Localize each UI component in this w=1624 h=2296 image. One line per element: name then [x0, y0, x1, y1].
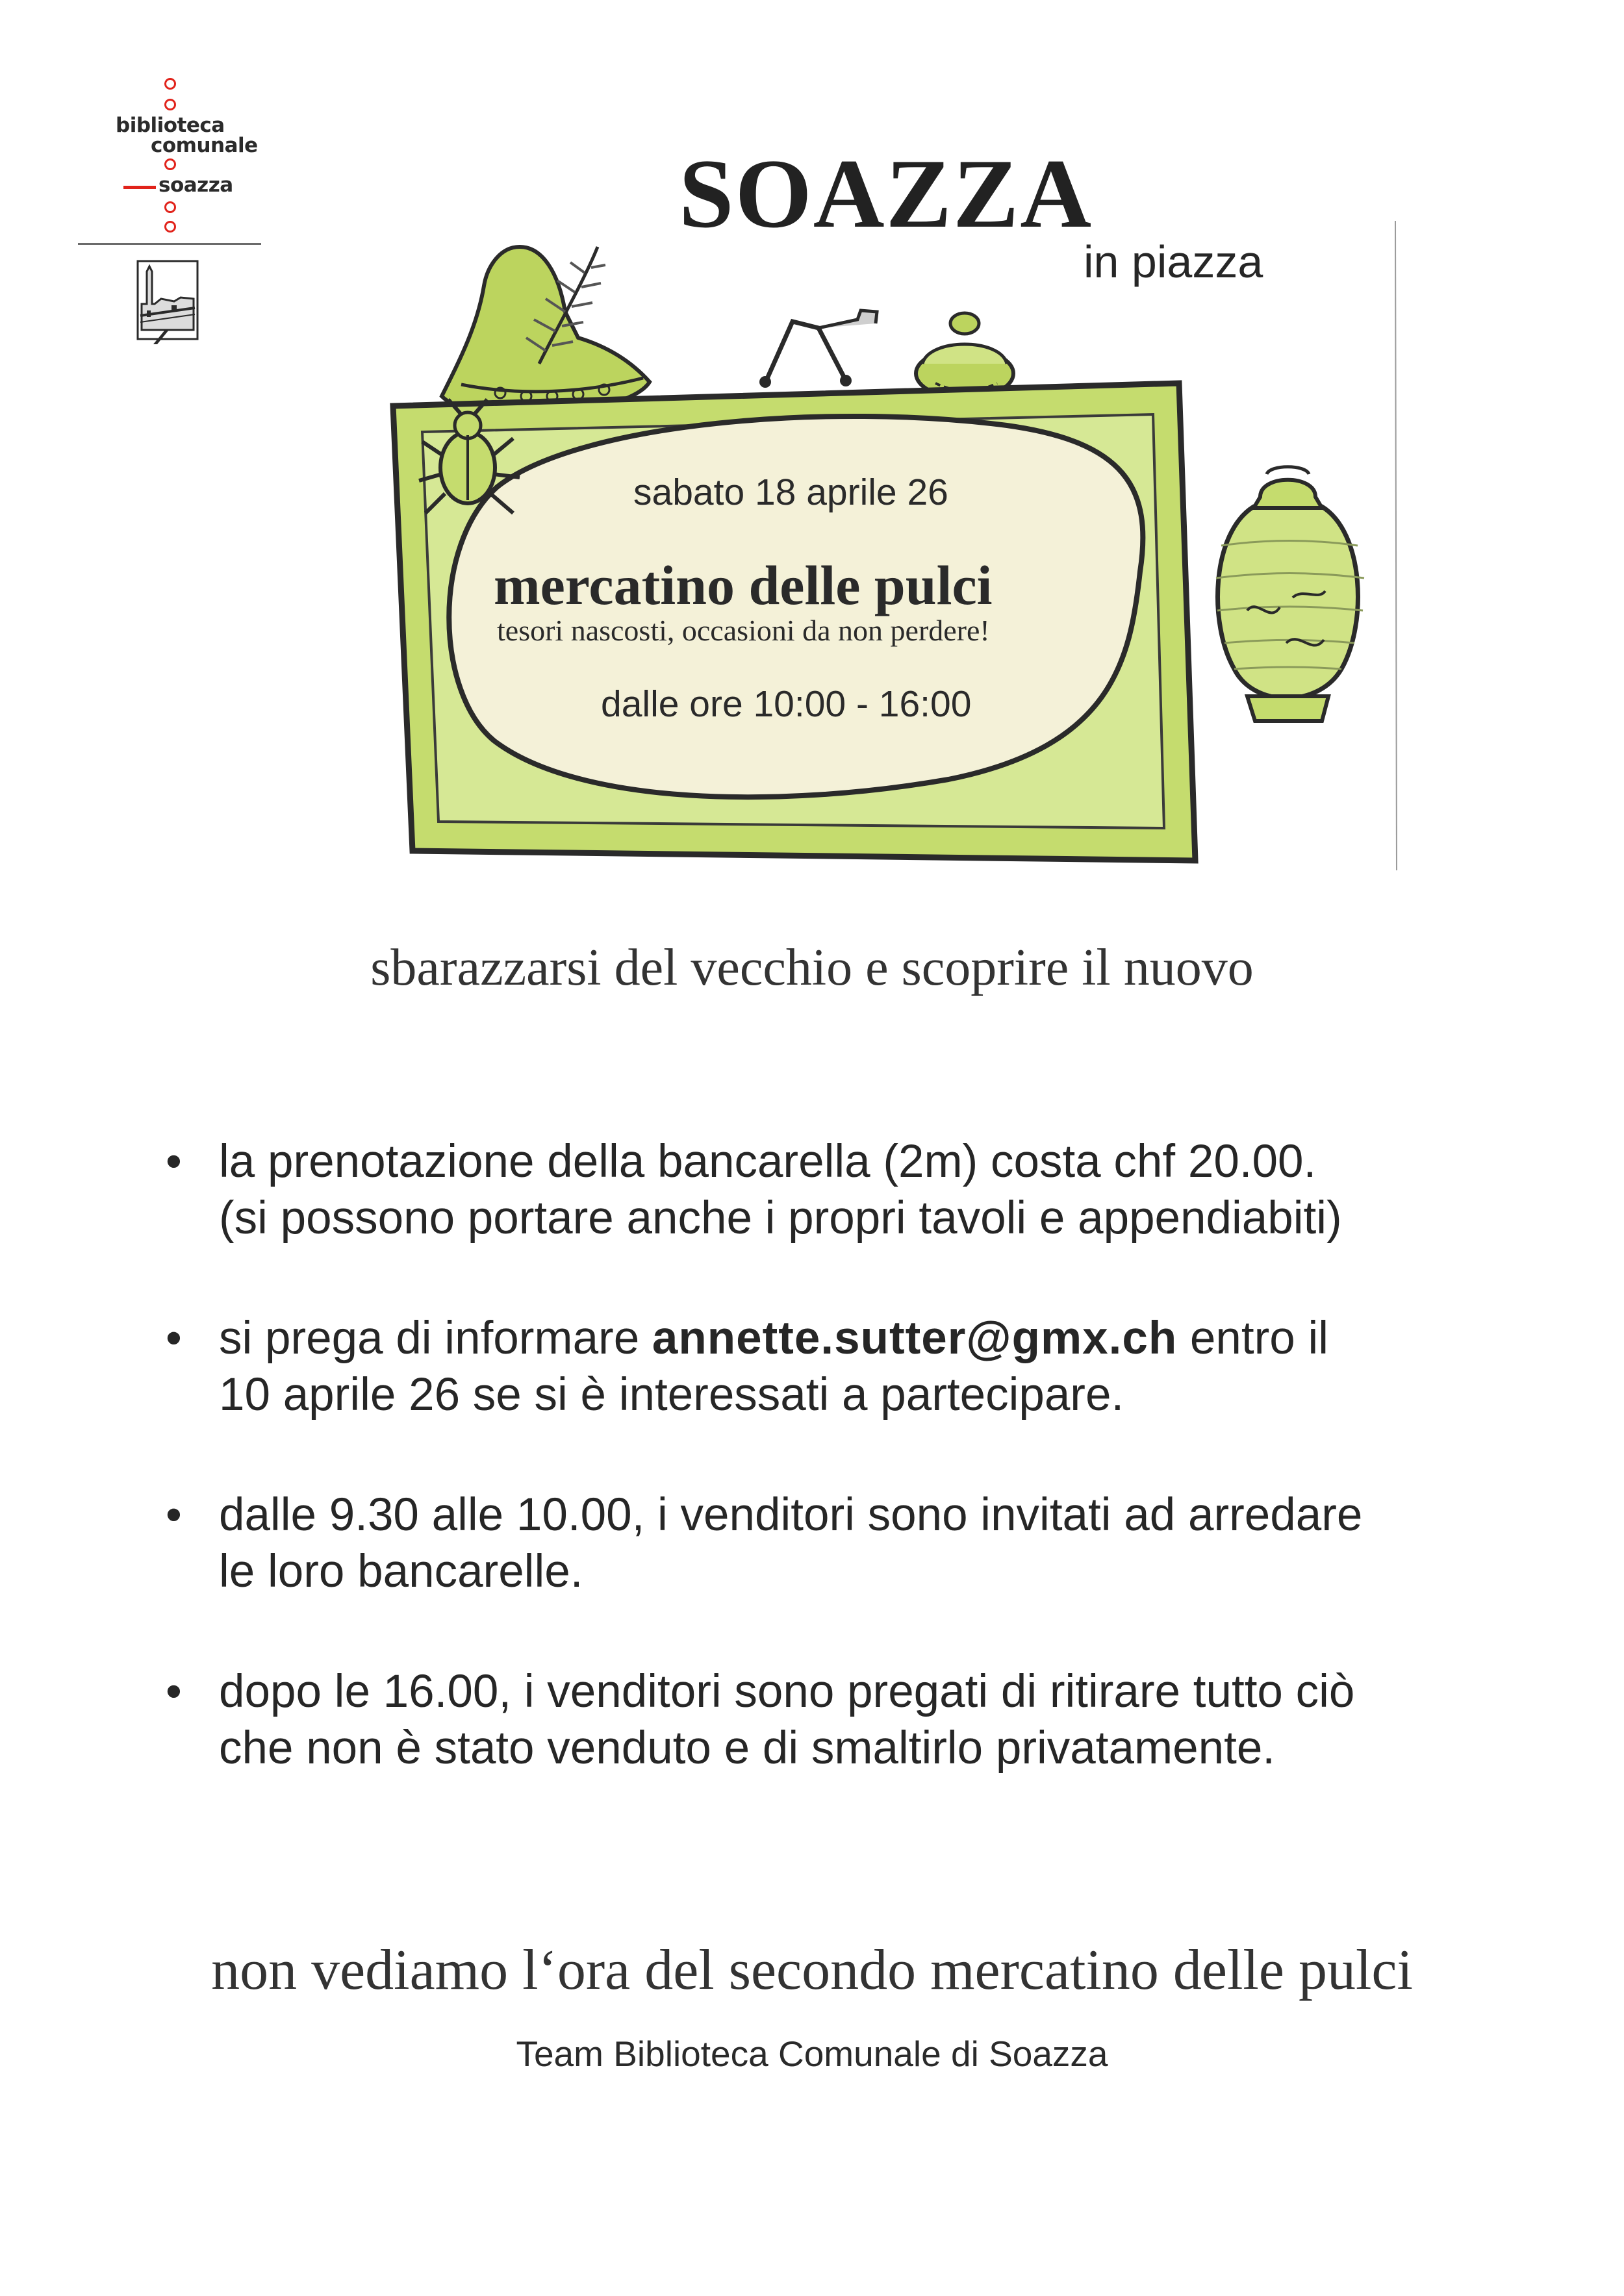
- bullet-line: [219, 1310, 1530, 1367]
- logo-text: biblioteca: [116, 114, 225, 137]
- bullet-line: 10 aprile 26 se si è interessati a partecipare.: [219, 1369, 1124, 1420]
- event-date: sabato 18 aprile 26: [633, 472, 948, 513]
- logo-dot: [164, 78, 176, 90]
- bullet-text: si prega di informare: [219, 1313, 652, 1364]
- list-item: [166, 1133, 1530, 1246]
- pot-icon: [916, 313, 1013, 398]
- event-name: mercatino delle pulci: [494, 554, 993, 616]
- logo-red-dash: [123, 186, 156, 189]
- bullet-line: • la prenotazione della bancarella (2m) costa chf 20.00.: [219, 1136, 1317, 1187]
- logo-dot: [164, 158, 176, 170]
- logo-dot: [164, 221, 176, 233]
- logo-text: soazza: [159, 173, 233, 197]
- list-item: [166, 1663, 1530, 1776]
- event-hours: dalle ore 10:00 - 16:00: [601, 683, 972, 725]
- bullet-text: entro il: [1177, 1313, 1329, 1364]
- logo-line-comunale: [151, 136, 258, 156]
- bullet-line: • dalle 9.30 alle 10.00, i venditori sono invitati ad arredare: [219, 1489, 1363, 1541]
- tool-icon: [759, 310, 877, 388]
- lantern-icon: [1216, 467, 1364, 721]
- event-slogan: tesori nascosti, occasioni da non perdere!: [497, 614, 990, 647]
- closing-text: non vediamo l‘ora del secondo mercatino delle pulci: [211, 1939, 1413, 2002]
- bullet-line: (si possono portare anche i propri tavoli e appendiabiti): [219, 1192, 1342, 1244]
- list-item: [166, 1487, 1530, 1600]
- bullet-line: le loro bancarelle.: [219, 1546, 583, 1597]
- tagline: sbarazzarsi del vecchio e scoprire il nuovo: [370, 939, 1254, 996]
- hat-icon: [442, 247, 650, 414]
- library-logo: [78, 78, 266, 351]
- logo-line-biblioteca: [116, 116, 225, 136]
- list-item: [166, 1310, 1530, 1423]
- page-subtitle: in piazza: [1084, 236, 1263, 287]
- info-list: [166, 1133, 1530, 1840]
- bullet-line: • dopo le 16.00, i venditori sono pregati di ritirare tutto ciò: [219, 1666, 1355, 1717]
- page-title: SOAZZA: [679, 139, 1093, 248]
- logo-dot: [164, 201, 176, 213]
- logo-dot: [164, 99, 176, 110]
- logo-divider: [78, 243, 261, 245]
- flea-market-illustration: [364, 208, 1416, 890]
- logo-text: comunale: [151, 134, 258, 157]
- signature: Team Biblioteca Comunale di Soazza: [516, 2034, 1108, 2074]
- church-village-emblem-icon: [135, 259, 200, 349]
- contact-email-link[interactable]: annette.sutter@gmx.ch: [652, 1313, 1178, 1364]
- logo-line-soazza: [159, 175, 233, 196]
- bullet-line: che non è stato venduto e di smaltirlo privatamente.: [219, 1722, 1276, 1774]
